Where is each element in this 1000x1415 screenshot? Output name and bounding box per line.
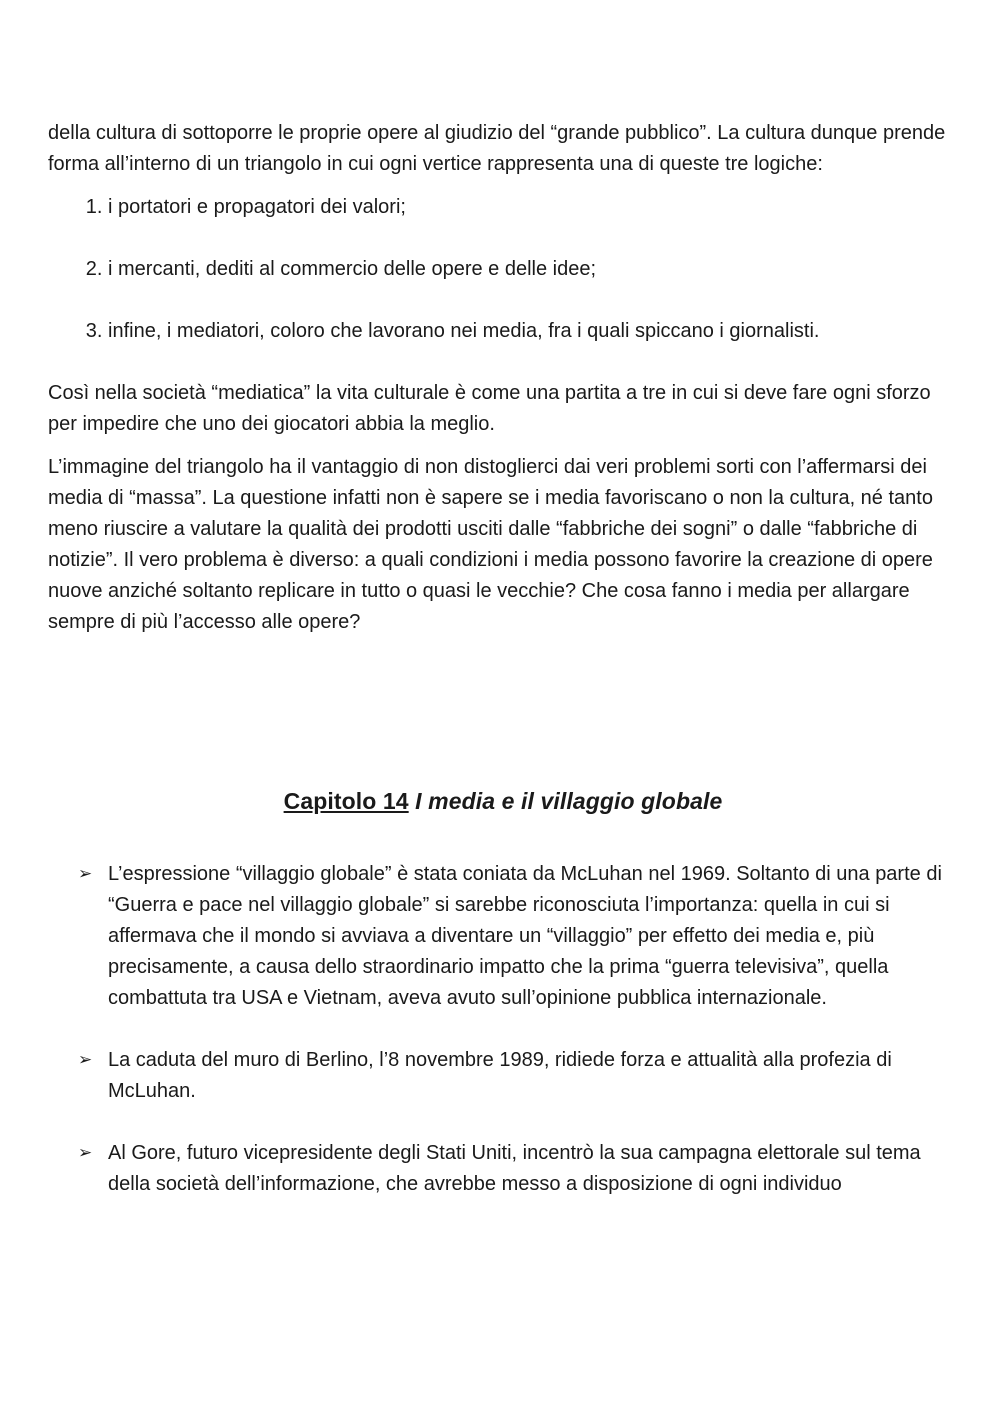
- bullet-text: L’espressione “villaggio globale” è stata coniata da McLuhan nel 1969. Soltanto di una parte di “Guerra e pace nel villaggio globale” si sarebbe riconosciuta l’importanza: quella in cui si affermava che il mondo si avviava a diventare un “villaggio” per effetto dei media e, più precisamente, a causa dello straordinario impatto che la prima “guerra televisiva”, quella combattuta tra USA e Vietnam, aveva avuto sull’opinione pubblica internazionale.: [108, 863, 942, 1009]
- list-item: 2. i mercanti, dediti al commercio delle opere e delle idee;: [108, 254, 958, 285]
- chapter-heading: [48, 786, 958, 817]
- bullet-text: La caduta del muro di Berlino, l’8 novembre 1989, ridiede forza e attualità alla profezia di McLuhan.: [108, 1049, 892, 1102]
- arrowhead-icon: ➢: [78, 1050, 93, 1070]
- chapter-title: I media e il villaggio globale: [415, 788, 723, 814]
- arrowhead-icon: ➢: [78, 1143, 93, 1163]
- list-item: 3. infine, i mediatori, coloro che lavorano nei media, fra i quali spiccano i giornalisti.: [108, 316, 958, 347]
- bullet-text: Al Gore, futuro vicepresidente degli Stati Uniti, incentrò la sua campagna elettorale sul tema della società dell’informazione, che avrebbe messo a disposizione di ogni individuo: [108, 1142, 921, 1195]
- paragraph-immagine: L’immagine del triangolo ha il vantaggio di non distoglierci dai veri problemi sorti con l’affermarsi dei media di “massa”. La questione infatti non è sapere se i media favoriscano o non la cultura, né tanto meno riuscire a valutare la qualità dei prodotti usciti dalle “fabbriche dei sogni” o dalle “fabbriche di notizie”. Il vero problema è diverso: a quali condizioni i media possono favorire la creazione di opere nuove anziché soltanto replicare in tutto o quasi le vecchie? Che cosa fanno i media per allargare sempre di più l’accesso alle opere?: [48, 456, 933, 633]
- arrowhead-icon: ➢: [78, 864, 93, 884]
- chapter-number: Capitolo 14: [283, 788, 409, 814]
- bullet-list: [48, 859, 958, 1200]
- intro-paragraph: della cultura di sottoporre le proprie opere al giudizio del “grande pubblico”. La cultura dunque prende forma all’interno di un triangolo in cui ogni vertice rappresenta una di queste tre logiche:: [48, 122, 946, 175]
- list-item: [78, 859, 958, 1014]
- paragraph-cosi: Così nella società “mediatica” la vita culturale è come una partita a tre in cui si deve fare ogni sforzo per impedire che uno dei giocatori abbia la meglio.: [48, 382, 931, 435]
- logiche-list: [48, 192, 958, 347]
- list-item: 1. i portatori e propagatori dei valori;: [108, 192, 958, 223]
- list-item: [78, 1045, 958, 1107]
- list-item: [78, 1138, 958, 1200]
- document-page: [48, 118, 958, 1231]
